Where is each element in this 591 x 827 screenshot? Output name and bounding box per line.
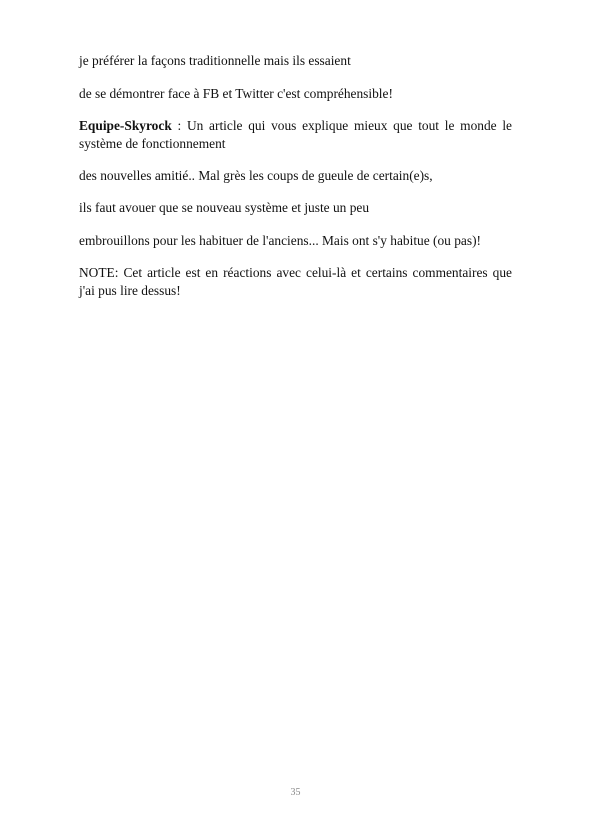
- paragraph-3: [79, 117, 512, 153]
- paragraph-4-text: des nouvelles amitié.. Mal grès les coups de gueule de certain(e)s,: [79, 168, 433, 183]
- note-paragraph-text: NOTE: Cet article est en réactions avec celui-là et certains commentaires que j'ai pus lire dessus!: [79, 265, 512, 298]
- paragraph-2-text: de se démontrer face à FB et Twitter c'est compréhensible!: [79, 86, 393, 101]
- paragraph-1-text: je préférer la façons traditionnelle mais ils essaient: [79, 53, 351, 68]
- paragraph-6: [79, 232, 512, 250]
- paragraph-5: [79, 199, 512, 217]
- paragraph-2: [79, 85, 512, 103]
- paragraph-3-text: : Un article qui vous explique mieux que tout le monde le système de fonctionnement: [79, 118, 512, 151]
- page-number: 35: [290, 787, 301, 798]
- paragraph-1: [79, 52, 512, 70]
- paragraph-4: [79, 167, 512, 185]
- skyrock-team-label: Equipe-Skyrock: [79, 118, 172, 133]
- paragraph-5-text: ils faut avouer que se nouveau système et juste un peu: [79, 200, 370, 215]
- paragraph-6-text: embrouillons pour les habituer de l'anciens... Mais ont s'y habitue (ou pas)!: [79, 233, 481, 248]
- note-paragraph: [79, 264, 512, 300]
